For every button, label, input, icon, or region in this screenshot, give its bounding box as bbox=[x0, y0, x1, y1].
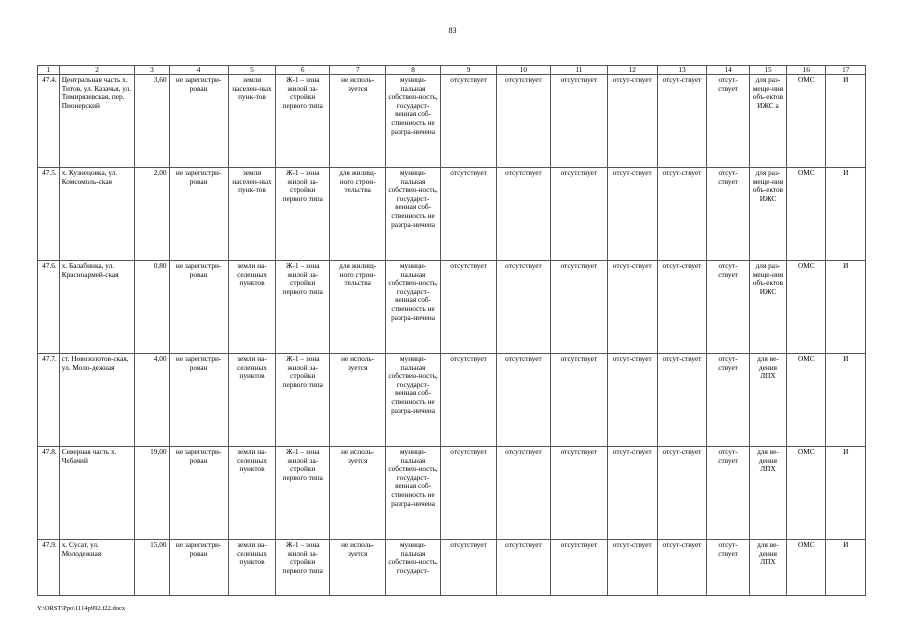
cell-col11: отсутствует bbox=[550, 261, 607, 354]
cell-col12: отсут-ствует bbox=[607, 447, 657, 540]
ownership-cell: муници-пальная собствен-ность, государст-венная соб-ственность не разгра-ничена bbox=[386, 447, 441, 540]
location-cell: х. Сусат, ул. Молодежная bbox=[59, 540, 135, 596]
registration-cell: не зарегистри-рован bbox=[169, 75, 228, 168]
cell-col14: отсут-ствует bbox=[707, 75, 749, 168]
usage-cell: не исполь-зуется bbox=[330, 354, 386, 447]
cell-col17: И bbox=[826, 168, 866, 261]
cell-col9: отсутствует bbox=[441, 447, 497, 540]
row-number: 47.6. bbox=[38, 261, 60, 354]
location-cell: Центральная часть х. Титов, ул. Казачья, ул. Тимирязевская, пер. Пионерский bbox=[59, 75, 135, 168]
zone-cell: Ж-1 – зона жилой за-стройки первого типа bbox=[276, 354, 330, 447]
cell-col12: отсут-ствует bbox=[607, 354, 657, 447]
ownership-cell: муници-пальная собствен-ность, государст-венная соб-ственность не разгра-ничена bbox=[386, 75, 441, 168]
location-cell: ст. Новозолотов-ская, ул. Моло-дежная bbox=[59, 354, 135, 447]
cell-col9: отсутствует bbox=[441, 540, 497, 596]
table-row bbox=[38, 540, 866, 596]
cell-col14: отсут-ствует bbox=[707, 261, 749, 354]
cell-col17: И bbox=[826, 447, 866, 540]
row-number: 47.5. bbox=[38, 168, 60, 261]
land-category-cell: земли на-селенных пунктов bbox=[228, 447, 276, 540]
cell-col17: И bbox=[826, 354, 866, 447]
column-header: 1 bbox=[38, 66, 60, 75]
usage-cell: для жилищ-ного строи-тельства bbox=[330, 261, 386, 354]
column-header: 3 bbox=[135, 66, 169, 75]
zone-cell: Ж-1 – зона жилой за-стройки первого типа bbox=[276, 540, 330, 596]
area-cell: 0,80 bbox=[135, 261, 169, 354]
row-number: 47.9. bbox=[38, 540, 60, 596]
table-row bbox=[38, 261, 866, 354]
column-header: 15 bbox=[749, 66, 786, 75]
cell-col9: отсутствует bbox=[441, 354, 497, 447]
cell-col11: отсутствует bbox=[550, 540, 607, 596]
ownership-cell: муници-пальная собствен-ность, государст-венная соб-ственность не разгра-ничена bbox=[386, 168, 441, 261]
registration-cell: не зарегистри-рован bbox=[169, 354, 228, 447]
cell-col9: отсутствует bbox=[441, 261, 497, 354]
column-header: 7 bbox=[330, 66, 386, 75]
header-row bbox=[38, 66, 866, 75]
location-cell: х. Кузнецовка, ул. Комсомоль-ская bbox=[59, 168, 135, 261]
authority-cell: ОМС bbox=[787, 75, 826, 168]
land-category-cell: земли на-селенных пунктов bbox=[228, 354, 276, 447]
cell-col11: отсутствует bbox=[550, 168, 607, 261]
usage-cell: не исполь-зуется bbox=[330, 540, 386, 596]
cell-col13: отсут-ствует bbox=[657, 447, 707, 540]
cell-col14: отсут-ствует bbox=[707, 447, 749, 540]
usage-cell: не исполь-зуется bbox=[330, 75, 386, 168]
row-number: 47.8. bbox=[38, 447, 60, 540]
cell-col9: отсутствует bbox=[441, 168, 497, 261]
cell-col11: отсутствует bbox=[550, 447, 607, 540]
area-cell: 15,00 bbox=[135, 540, 169, 596]
cell-col12: отсут-ствует bbox=[607, 168, 657, 261]
land-plots-table bbox=[37, 65, 866, 596]
area-cell: 19,00 bbox=[135, 447, 169, 540]
cell-col11: отсутствует bbox=[550, 75, 607, 168]
cell-col10: отсутствует bbox=[497, 75, 551, 168]
cell-col13: отсут-ствует bbox=[657, 540, 707, 596]
authority-cell: ОМС bbox=[787, 447, 826, 540]
purpose-cell: для раз-меще-ния объ-ектов ИЖС а bbox=[749, 75, 786, 168]
land-category-cell: земли населен-ных пунк-тов bbox=[228, 168, 276, 261]
column-header: 10 bbox=[497, 66, 551, 75]
cell-col10: отсутствует bbox=[497, 447, 551, 540]
cell-col12: отсут-ствует bbox=[607, 540, 657, 596]
authority-cell: ОМС bbox=[787, 354, 826, 447]
cell-col10: отсутствует bbox=[497, 354, 551, 447]
registration-cell: не зарегистри-рован bbox=[169, 261, 228, 354]
table-row bbox=[38, 168, 866, 261]
column-header: 8 bbox=[386, 66, 441, 75]
column-header: 17 bbox=[826, 66, 866, 75]
zone-cell: Ж-1 – зона жилой за-стройки первого типа bbox=[276, 75, 330, 168]
column-header: 12 bbox=[607, 66, 657, 75]
usage-cell: не исполь-зуется bbox=[330, 447, 386, 540]
column-header: 6 bbox=[276, 66, 330, 75]
registration-cell: не зарегистри-рован bbox=[169, 540, 228, 596]
usage-cell: для жилищ-ного строи-тельства bbox=[330, 168, 386, 261]
table-row bbox=[38, 447, 866, 540]
ownership-cell: муници-пальная собствен-ность, государст-венная соб-ственность не разгра-ничена bbox=[386, 261, 441, 354]
zone-cell: Ж-1 – зона жилой за-стройки первого типа bbox=[276, 447, 330, 540]
cell-col14: отсут-ствует bbox=[707, 354, 749, 447]
cell-col17: И bbox=[826, 75, 866, 168]
registration-cell: не зарегистри-рован bbox=[169, 168, 228, 261]
cell-col14: отсут-ствует bbox=[707, 168, 749, 261]
cell-col10: отсутствует bbox=[497, 168, 551, 261]
ownership-cell: муници-пальная собствен-ность, государст- bbox=[386, 540, 441, 596]
purpose-cell: для ве-дения ЛПХ bbox=[749, 540, 786, 596]
cell-col14: отсут-ствует bbox=[707, 540, 749, 596]
purpose-cell: для раз-меще-ния объ-ектов ИЖС bbox=[749, 168, 786, 261]
zone-cell: Ж-1 – зона жилой за-стройки первого типа bbox=[276, 168, 330, 261]
file-path-footer: Y:\ORST\Ppo\1114p992.f22.docx bbox=[37, 605, 126, 612]
cell-col11: отсутствует bbox=[550, 354, 607, 447]
cell-col12: отсут-ствует bbox=[607, 75, 657, 168]
column-header: 16 bbox=[787, 66, 826, 75]
cell-col10: отсутствует bbox=[497, 261, 551, 354]
cell-col17: И bbox=[826, 261, 866, 354]
column-header: 14 bbox=[707, 66, 749, 75]
column-header: 5 bbox=[228, 66, 276, 75]
authority-cell: ОМС bbox=[787, 261, 826, 354]
cell-col17: И bbox=[826, 540, 866, 596]
authority-cell: ОМС bbox=[787, 168, 826, 261]
location-cell: х. Балабинка, ул. Красноармей-ская bbox=[59, 261, 135, 354]
row-number: 47.4. bbox=[38, 75, 60, 168]
cell-col13: отсут-ствует bbox=[657, 354, 707, 447]
registration-cell: не зарегистри-рован bbox=[169, 447, 228, 540]
cell-col13: отсут-ствует bbox=[657, 75, 707, 168]
cell-col10: отсутствует bbox=[497, 540, 551, 596]
area-cell: 3,60 bbox=[135, 75, 169, 168]
land-category-cell: земли на-селенных пунктов bbox=[228, 261, 276, 354]
authority-cell: ОМС bbox=[787, 540, 826, 596]
cell-col13: отсут-ствует bbox=[657, 168, 707, 261]
page-number: 83 bbox=[448, 26, 457, 35]
cell-col12: отсут-ствует bbox=[607, 261, 657, 354]
land-category-cell: земли населен-ных пунк-тов bbox=[228, 75, 276, 168]
purpose-cell: для ве-дения ЛПХ bbox=[749, 447, 786, 540]
column-header: 2 bbox=[59, 66, 135, 75]
table-row bbox=[38, 75, 866, 168]
row-number: 47.7. bbox=[38, 354, 60, 447]
column-header: 13 bbox=[657, 66, 707, 75]
zone-cell: Ж-1 – зона жилой за-стройки первого типа bbox=[276, 261, 330, 354]
purpose-cell: для ве-дения ЛПХ bbox=[749, 354, 786, 447]
column-header: 9 bbox=[441, 66, 497, 75]
cell-col13: отсут-ствует bbox=[657, 261, 707, 354]
location-cell: Северная часть х. Чебачий bbox=[59, 447, 135, 540]
purpose-cell: для раз-меще-ния объ-ектов ИЖС bbox=[749, 261, 786, 354]
ownership-cell: муници-пальная собствен-ность, государст-венная соб-ственность не разгра-ничена bbox=[386, 354, 441, 447]
area-cell: 2,00 bbox=[135, 168, 169, 261]
column-header: 11 bbox=[550, 66, 607, 75]
column-header: 4 bbox=[169, 66, 228, 75]
cell-col9: отсутствует bbox=[441, 75, 497, 168]
area-cell: 4,00 bbox=[135, 354, 169, 447]
land-category-cell: земли на-селенных пунктов bbox=[228, 540, 276, 596]
table-row bbox=[38, 354, 866, 447]
